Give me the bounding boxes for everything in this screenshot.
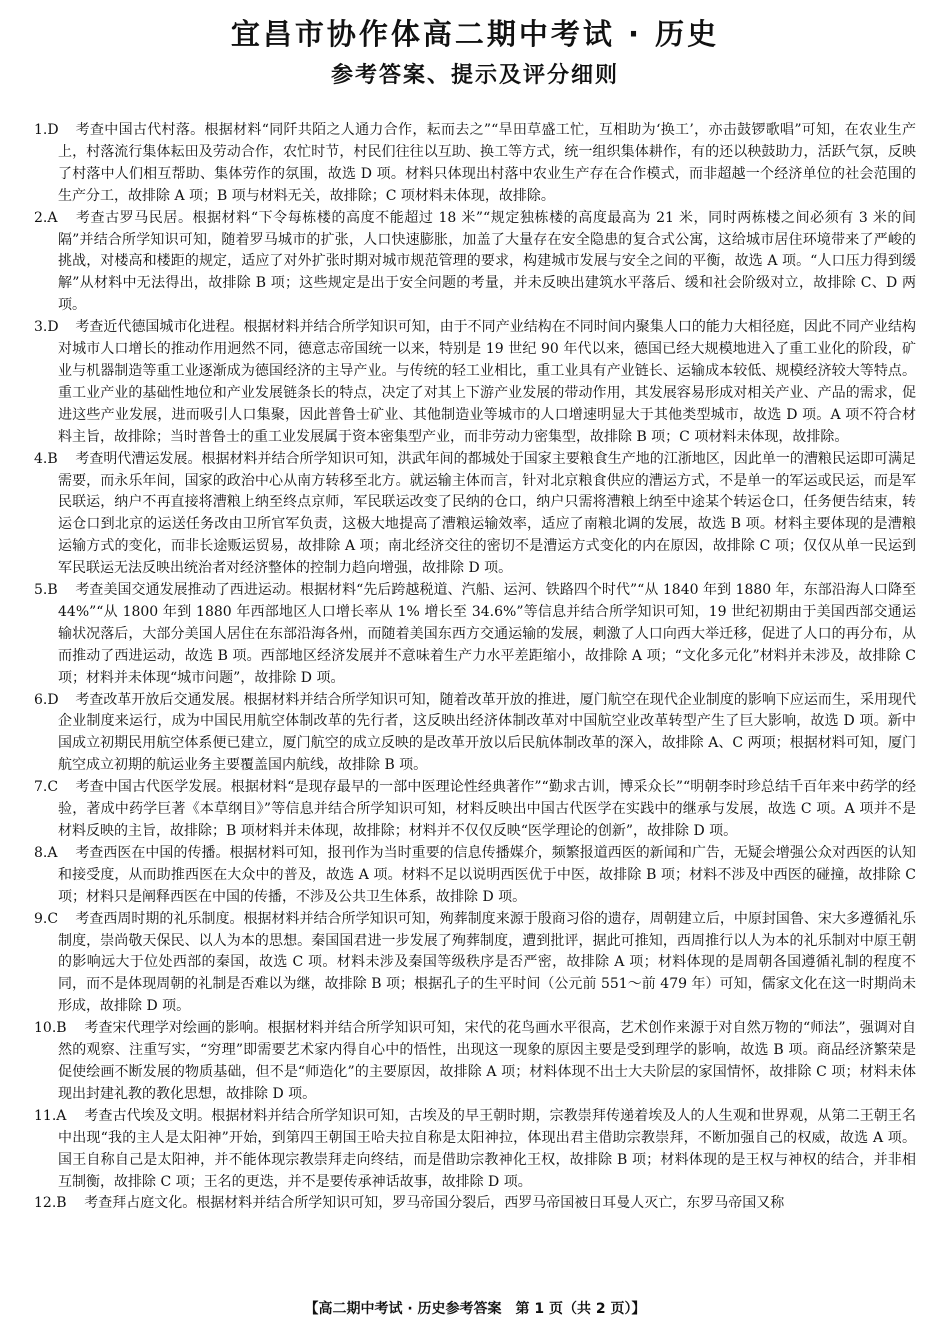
answer-item xyxy=(34,317,916,448)
answer-explanation: 考查拜占庭文化。根据材料并结合所学知识可知，罗马帝国分裂后，西罗马帝国被日耳曼人灭亡，东罗马帝国又称 xyxy=(84,1195,785,1212)
answer-item xyxy=(34,580,916,690)
answer-choice: C xyxy=(47,910,59,927)
answer-explanation: 考查中国古代医学发展。根据材料“是现存最早的一部中医理论性经典著作”“勤求古训，博采众长”“明朝李时珍总结千百年来中药学的经验，著成中药学巨著《本草纲目》”等信息并结合所学知识可知，材料反映出中国古代医学在实践中的继承与发展，故选 C 项。A 项并不是材料反映的主旨，故排除；B 项材料并未体现，故排除；材料并不仅仅反映“医学理论的创新”，故排除 D 项。 xyxy=(58,779,916,839)
question-number: 4. xyxy=(34,450,48,467)
answer-choice: D xyxy=(47,122,59,138)
answer-choice: D xyxy=(47,319,59,336)
answer-item xyxy=(34,449,916,580)
answer-item xyxy=(34,120,916,208)
question-number: 6. xyxy=(34,691,48,708)
answer-choice: B xyxy=(47,582,58,599)
answer-item xyxy=(34,208,916,318)
answer-explanation: 考查宋代理学对绘画的影响。根据材料并结合所学知识可知，宋代的花鸟画水平很高，艺术创作来源于对自然万物的“师法”，强调对自然的观察、注重写实，“穷理”即需要艺术家内得自心中的悟性，出现这一现象的原因主要是受到理学的影响，故选 B 项。商品经济繁荣是促使绘画不断发展的物质基础，但不是“师造化”的主要原因，故排除 A 项；材料体现不出士大夫阶层的家国情怀，故排除 C 项；材料未体现出封建礼教的教化思想，故排除 D 项。 xyxy=(58,1020,916,1102)
answer-explanation: 考查古代埃及文明。根据材料并结合所学知识可知，古埃及的早王朝时期，宗教崇拜传递着埃及人的人生观和世界观，从第二王朝王名中出现“我的主人是太阳神”开始，到第四王朝国王哈夫拉自称是太阳神拉，体现出君主借助宗教崇拜，不断加强自己的权威，故选 A 项。国王自称自己是太阳神，并不能体现宗教崇拜走向终结，而是借助宗教神化王权，故排除 B 项；材料体现的是王权与神权的结合，并非相互制衡，故排除 C 项；王名的更迭，并不是要传承神话故事，故排除 D 项。 xyxy=(58,1107,916,1190)
answer-choice: A xyxy=(56,1107,67,1124)
answer-choice: C xyxy=(47,779,59,796)
answer-choice: A xyxy=(47,209,58,226)
answer-item xyxy=(34,1106,916,1194)
question-number: 1. xyxy=(34,122,48,138)
answer-item xyxy=(34,690,916,778)
question-number: 12. xyxy=(34,1195,57,1212)
question-number: 11. xyxy=(34,1107,57,1124)
answer-explanation: 考查西医在中国的传播。根据材料可知，报刊作为当时重要的信息传播媒介，频繁报道西医的新闻和广告，无疑会增强公众对西医的认知和接受度，从而助推西医在大众中的普及，故选 A 项。材料不足以说明西医优于中医，故排除 B 项；材料不涉及中西医的碰撞，故排除 C 项；材料只是阐释西医在中国的传播，不涉及公共卫生体系，故排除 D 项。 xyxy=(58,844,916,905)
answer-explanation: 考查明代漕运发展。根据材料并结合所学知识可知，洪武年间的都城处于国家主要粮食生产地的江浙地区，因此单一的漕粮民运即可满足需要，而永乐年间，国家的政治中心从南方转移至北方。就运输主体而言，针对北京粮食供应的漕运方式，不是单一的军运或民运，而是军民联运，纳户不再直接将漕粮上纳至终点京师，军民联运改变了民纳的仓口，纳户只需将漕粮上纳至中途某个转运仓口，任务便告结束，转运仓口到北京的运送任务改由卫所官军负责，这极大地提高了漕粮运输效率，适应了南粮北调的发展，故选 B 项。材料主要体现的是漕粮运输方式的变化，而非长途贩运贸易，故排除 A 项；南北经济交往的密切不是漕运方式变化的内在原因，故排除 C 项；仅仅从单一民运到军民联运无法反映出统治者对经济整体的控制力趋向增强，故排除 D 项。 xyxy=(58,450,916,577)
question-number: 2. xyxy=(34,209,48,226)
question-number: 7. xyxy=(34,779,48,796)
answer-explanation: 考查美国交通发展推动了西进运动。根据材料“先后跨越税道、汽船、运河、铁路四个时代”“从 1840 年到 1880 年，东部沿海人口降至 44%”“从 1800 年到 1880 年西部地区人口增长率从 1% 增长至 34.6%”等信息并结合所学知识可知，19 世纪初期由于美国西部交通运输状况落后，大部分美国人居住在东部沿海各州，而随着美国东西方交通运输的发展，刺激了人口向西大举迁移，促进了人口的再分布，从而推动了西进运动，故选 B 项。西部地区经济发展并不意味着生产力水平差距缩小，故排除 A 项；“文化多元化”材料并未涉及，故排除 C 项；材料并未体现“城市问题”，故排除 D 项。 xyxy=(58,582,916,686)
question-number: 9. xyxy=(34,910,48,927)
page-subtitle: 参考答案、提示及评分细则 xyxy=(330,63,619,88)
answer-explanation: 考查西周时期的礼乐制度。根据材料并结合所学知识可知，殉葬制度来源于殷商习俗的遗存，周朝建立后，中原封国鲁、宋大多遵循礼乐制度，崇尚敬天保民、以人为本的思想。秦国国君进一步发展了殉葬制度，遭到批评，据此可推知，西周推行以人为本的礼乐制对中原王朝的影响远大于位处西部的秦国，故选 C 项。材料未涉及秦国等级秩序是否严密，故排除 A 项；材料体现的是周朝各国遵循礼制的程度不同，而不是体现周朝的礼制是否难以为继，故排除 B 项；根据孔子的生平时间（公元前 551～前 479 年）可知，儒家文化在这一时期尚未形成，故排除 D 项。 xyxy=(58,910,916,1015)
answer-list xyxy=(34,120,916,1215)
answer-explanation: 考查改革开放后交通发展。根据材料并结合所学知识可知，随着改革开放的推进，厦门航空在现代企业制度的影响下应运而生，采用现代企业制度来运行，成为中国民用航空体制改革的先行者，这反映出经济体制改革对中国航空业改革转型产生了巨大影响，故选 D 项。新中国成立初期民用航空体系便已建立，厦门航空的成立反映的是改革开放以后民航体制改革的深入，故排除 A、C 两项；根据材料可知，厦门航空成立初期的航运业务主要覆盖国内航线，故排除 B 项。 xyxy=(58,691,916,774)
answer-choice: D xyxy=(47,691,59,708)
answer-item xyxy=(34,909,916,1019)
answer-choice: B xyxy=(56,1195,67,1212)
question-number: 5. xyxy=(34,582,48,599)
answer-item xyxy=(34,1018,916,1106)
answer-choice: B xyxy=(47,450,58,467)
question-number: 8. xyxy=(34,844,48,861)
page-title: 宜昌市协作体高二期中考试 · 历史 xyxy=(230,17,720,51)
answer-explanation: 考查古罗马民居。根据材料“下令每栋楼的高度不能超过 18 米”“规定独栋楼的高度最高为 21 米，同时两栋楼之间必须有 3 米的间隔”并结合所学知识可知，随着罗马城市的扩张，人口快速膨胀，加盖了大量存在安全隐患的复合式公寓，这给城市居住环境带来了严峻的挑战，对楼高和楼距的规定，适应了对外扩张时期对城市规范管理的要求，构建城市发展与安全之间的平衡，故选 A 项。“人口压力得到缓解”从材料中无法得出，故排除 B 项；这些规定是出于安全问题的考量，并未反映出建筑水平落后、缓和社会阶级对立，故排除 C、D 两项。 xyxy=(58,209,916,314)
answer-explanation: 考查近代德国城市化进程。根据材料并结合所学知识可知，由于不同产业结构在不同时间内聚集人口的能力大相径庭，因此不同产业结构对城市人口增长的推动作用迥然不同，德意志帝国统一以来，特别是 19 世纪 90 年代以来，德国已经大规模地进入了重工业化的阶段，矿业与机器制造等重工业逐渐成为德国经济的主导产业。与传统的轻工业相比，重工业具有产业链长、运输成本较低、规模经济较大等特点。重工业产业的基础性地位和产业发展链条长的特点，决定了对其上下游产业发展的带动作用，其发展容易形成对相关产业、产品的需求，促进这些产业发展，进而吸引人口集聚，因此普鲁士矿业、其他制造业等城市的人口增速明显大于其他类型城市，故选 D 项。A 项不符合材料主旨，故排除；当时普鲁士的重工业发展属于资本密集型产业，而非劳动力密集型，故排除 B 项；C 项材料未体现，故排除。 xyxy=(58,319,916,445)
answer-item xyxy=(34,843,916,909)
answer-explanation: 考查中国古代村落。根据材料“同阡共陌之人通力合作，耘而去之”“旱田草盛工忙，互相助为‘换工’，亦击鼓锣歌唱”可知，在农业生产上，村落流行集体耘田及劳动合作，农忙时节，村民们往往以互助、换工等方式，统一组织集体耕作，有的还以秧鼓助力，活跃气氛，反映了村落中人们相互帮助、集体劳作的氛围，故选 D 项。材料只体现出村落中农业生产存在合作模式，而非超越一个经济单位的社会范围的生产分工，故排除 A 项；B 项与材料无关，故排除；C 项材料未体现，故排除。 xyxy=(58,122,916,204)
answer-choice: A xyxy=(47,844,58,861)
answer-item xyxy=(34,1193,916,1215)
question-number: 10. xyxy=(34,1020,57,1037)
page-footer: 【高二期中考试 · 历史参考答案 第 1 页（共 2 页）】 xyxy=(304,1301,646,1317)
question-number: 3. xyxy=(34,319,48,336)
answer-item xyxy=(34,777,916,843)
answer-choice: B xyxy=(56,1020,67,1037)
